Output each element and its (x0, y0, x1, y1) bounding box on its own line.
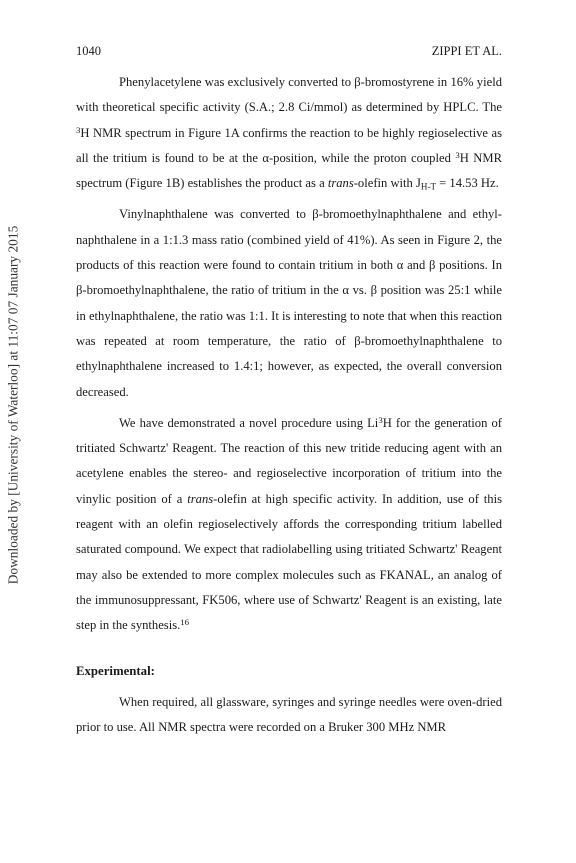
paragraph-experimental: When required, all glassware, syringes and syringe needles were oven-dried prior to use. All NMR spectra were recorded on a Bruker 300 MHz NMR (76, 694, 502, 735)
page-body (76, 70, 502, 740)
page-number: 1040 (76, 44, 101, 58)
reference-marker: 16 (180, 617, 190, 628)
paragraph-conclusion: We have demonstrated a novel procedure using Li$^3$H for the generation of tritiated Schwartz' Reagent. The reaction of this new tritide reducing agent with an acetylene enables the stereo- and regioselective incorporation of tritium into the vinylic position of a trans-olefin at high specific activity. In addition, use of this reagent with an olefin regioselectively affords the corresponding tritium labelled saturated compound. We expect that radiolabelling using tritiated Schwartz' Reagent may also be extended to more complex molecules such as FKANAL, an analog of the immunosuppressant, FK506, where use of Schwartz' Reagent is an existing, late step in the synthesis.$^{16}$ (76, 414, 502, 633)
running-head: ZIPPI ET AL. (431, 44, 502, 58)
download-note: Downloaded by [University of Waterloo] at 11:07 07 January 2015 (5, 225, 21, 585)
paragraph-phenylacetylene: Phenylacetylene was exclusively converted to β-bromostyrene in 16% yield with theoretical specific activity (S.A.; 2.8 Ci/mmol) as determined by HPLC. The $^3$H NMR spectrum in Figure 1A confirms the reaction to be highly regioselective as all the tritium is found to be at the α-position, while the proton coupled $^3$H NMR spectrum (Figure 1B) establishes the product as a trans-olefin with $J_{H-T} = 14.53$ Hz. (76, 75, 502, 192)
section-heading-experimental: Experimental: (76, 663, 155, 678)
paragraph-vinylnaphthalene: Vinylnaphthalene was converted to β-bromoethylnaphthalene and ethyl-naphthalene in a 1:1.3 mass ratio (combined yield of 41%). As seen in Figure 2, the products of this reaction were found to contain tritium in both α and β positions. In β-bromoethylnaphthalene, the ratio of tritium in the α vs. β position was 25:1 while in ethylnaphthalene, the ratio was 1:1. It is interesting to note that when this reaction was repeated at room temperature, the ratio of β-bromoethylnaphthalene to ethylnaphthalene increased to 1.4:1; however, as expected, the overall conversion decreased. (76, 207, 502, 399)
download-watermark (4, 175, 22, 635)
